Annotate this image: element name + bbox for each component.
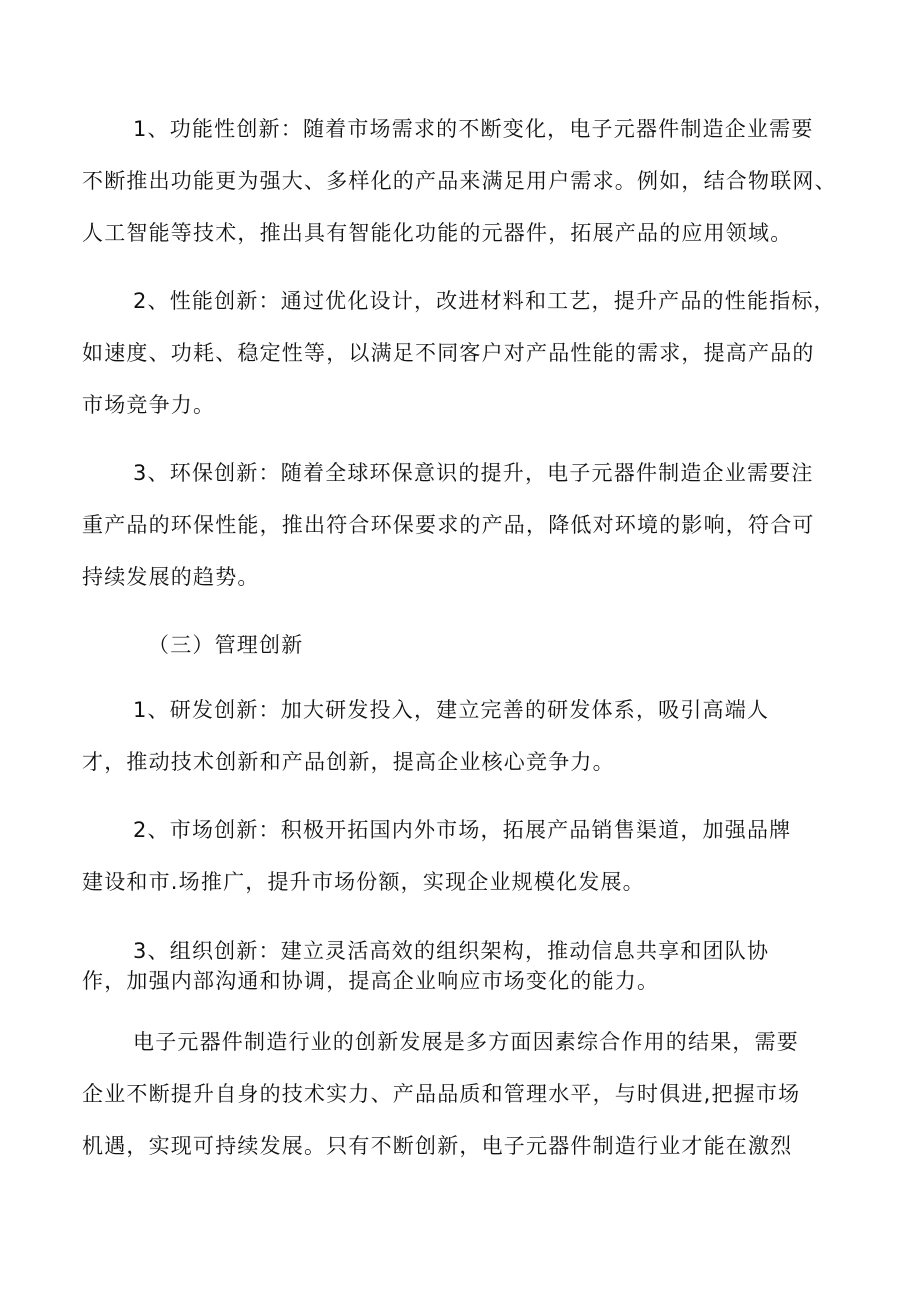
paragraph-6-line-1: 2、市场创新：积极开拓国内外市场，拓展产品销售渠道，加强品牌 <box>133 818 792 842</box>
paragraph-2-line-1: 2、性能创新：通过优化设计，改进材料和工艺，提升产品的性能指标， <box>133 289 836 313</box>
paragraph-1-line-1: 1、功能性创新：随着市场需求的不断变化，电子元器件制造企业需要 <box>133 117 814 141</box>
paragraph-3-line-1: 3、环保创新：随着全球环保意识的提升，电子元器件制造企业需要注 <box>133 461 814 485</box>
paragraph-8-line-1: 电子元器件制造行业的创新发展是多方面因素综合作用的结果，需要 <box>133 1030 799 1054</box>
paragraph-1-line-3: 人工智能等技术，推出具有智能化功能的元器件，拓展产品的应用领域。 <box>82 221 793 245</box>
paragraph-8-line-2: 企业不断提升自身的技术实力、产品品质和管理水平，与时俱进,把握市场 <box>82 1082 801 1106</box>
section-heading: （三）管理创新 <box>148 633 304 657</box>
paragraph-6-line-2: 建设和市.场推广，提升市场份额，实现企业规模化发展。 <box>82 870 645 894</box>
paragraph-5-line-1: 1、研发创新：加大研发投入，建立完善的研发体系，吸引高端人 <box>133 698 770 722</box>
paragraph-1-line-2: 不断推出功能更为强大、多样化的产品来满足用户需求。例如，结合物联网、 <box>82 169 837 193</box>
paragraph-7-line-1: 3、组织创新：建立灵活高效的组织架构，推动信息共享和团队协 <box>133 939 770 963</box>
paragraph-7-line-2: 作，加强内部沟通和协调，提高企业响应市场变化的能力。 <box>82 969 660 993</box>
paragraph-5-line-2: 才，推动技术创新和产品创新，提高企业核心竞争力。 <box>82 750 615 774</box>
paragraph-8-line-3: 机遇，实现可持续发展。只有不断创新，电子元器件制造行业才能在激烈 <box>82 1134 793 1158</box>
paragraph-2-line-3: 市场竞争力。 <box>82 393 216 417</box>
paragraph-2-line-2: 如速度、功耗、稳定性等，以满足不同客户对产品性能的需求，提高产品的 <box>82 341 815 365</box>
paragraph-3-line-2: 重产品的环保性能，推出符合环保要求的产品，降低对环境的影响，符合可 <box>82 513 815 537</box>
paragraph-3-line-3: 持续发展的趋势。 <box>82 565 260 589</box>
